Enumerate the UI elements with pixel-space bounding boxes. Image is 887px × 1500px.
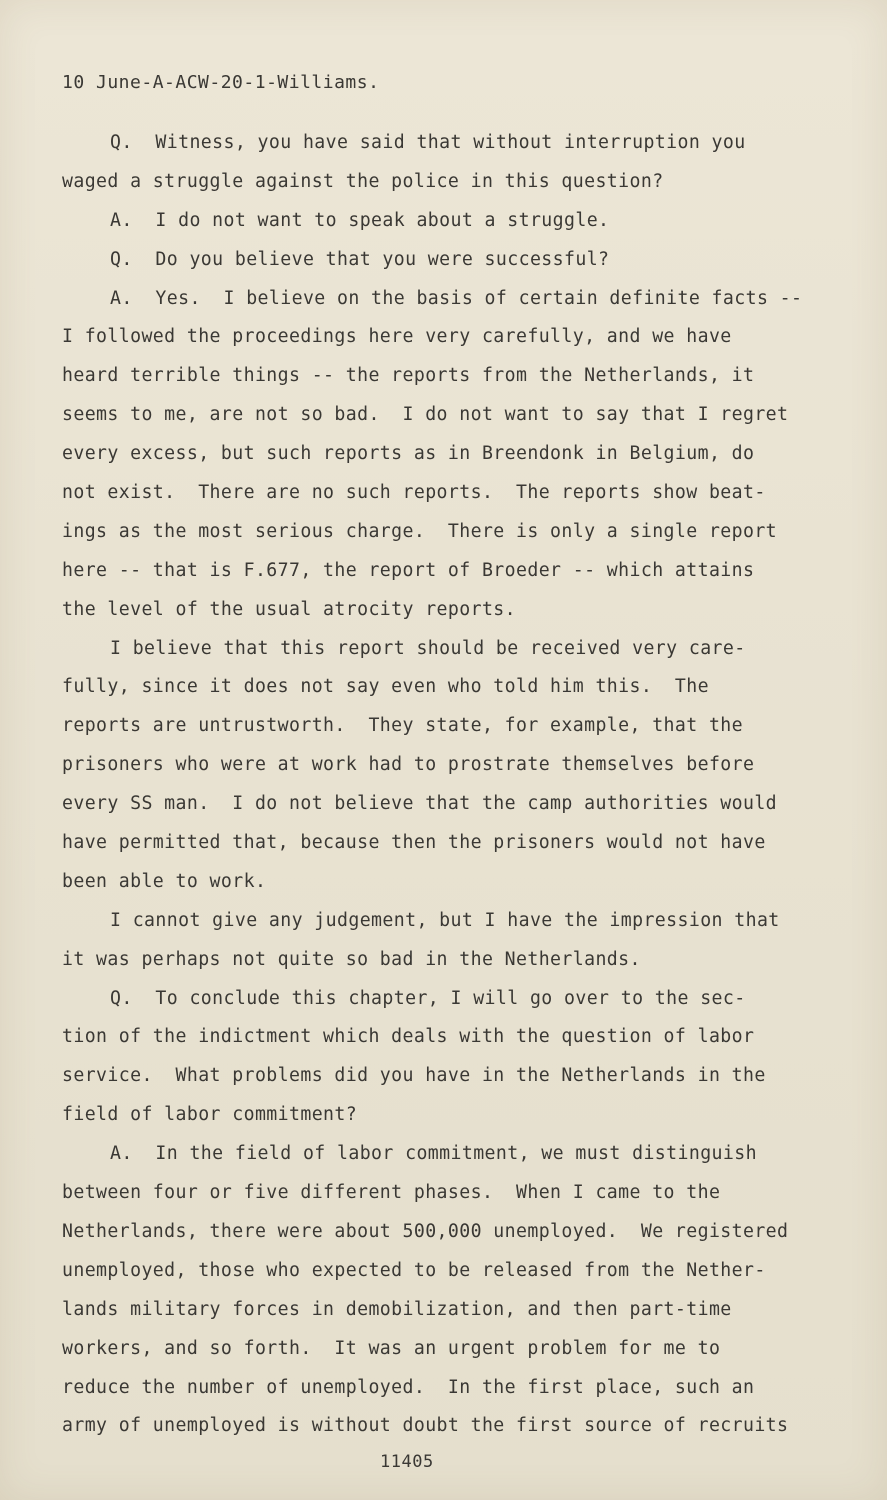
transcript-line: been able to work. bbox=[62, 870, 267, 892]
transcript-line: here -- that is F.677, the report of Broeder -- which attains bbox=[62, 559, 755, 581]
transcript-line: every SS man. I do not believe that the camp authorities would bbox=[62, 793, 778, 815]
transcript-body bbox=[62, 124, 822, 1446]
document-header: 10 June-A-ACW-20-1-Williams. bbox=[62, 72, 380, 93]
transcript-line: service. What problems did you have in the Netherlands in the bbox=[62, 1065, 766, 1087]
transcript-line: A. Yes. I believe on the basis of certain definite facts -- bbox=[110, 287, 803, 309]
transcript-line: the level of the usual atrocity reports. bbox=[62, 598, 516, 620]
transcript-line: reduce the number of unemployed. In the first place, such an bbox=[62, 1376, 755, 1398]
page-number: 11405 bbox=[380, 1452, 434, 1472]
transcript-line: A. In the field of labor commitment, we must distinguish bbox=[110, 1143, 757, 1165]
transcript-line: every excess, but such reports as in Breendonk in Belgium, do bbox=[62, 443, 755, 465]
transcript-line: lands military forces in demobilization, and then part-time bbox=[62, 1298, 732, 1320]
transcript-line: field of labor commitment? bbox=[62, 1104, 358, 1126]
transcript-line: have permitted that, because then the prisoners would not have bbox=[62, 832, 766, 854]
transcript-line: Q. Witness, you have said that without interruption you bbox=[110, 132, 746, 153]
transcript-line: I cannot give any judgement, but I have the impression that bbox=[110, 909, 780, 931]
transcript-line: reports are untrustworth. They state, for example, that the bbox=[62, 715, 743, 737]
transcript-line: Netherlands, there were about 500,000 unemployed. We registered bbox=[62, 1220, 789, 1242]
transcript-line: workers, and so forth. It was an urgent problem for me to bbox=[62, 1337, 721, 1359]
transcript-line: Q. To conclude this chapter, I will go over to the sec- bbox=[110, 987, 746, 1009]
transcript-line: A. I do not want to speak about a struggle. bbox=[110, 209, 610, 231]
transcript-line: not exist. There are no such reports. The reports show beat- bbox=[62, 482, 766, 504]
transcript-line: tion of the indictment which deals with the question of labor bbox=[62, 1026, 755, 1048]
transcript-line: it was perhaps not quite so bad in the Netherlands. bbox=[62, 948, 641, 970]
transcript-line: army of unemployed is without doubt the first source of recruits bbox=[62, 1415, 789, 1437]
transcript-line: waged a struggle against the police in this question? bbox=[62, 170, 664, 192]
transcript-line: Q. Do you believe that you were successful? bbox=[110, 248, 610, 270]
transcript-line: heard terrible things -- the reports from the Netherlands, it bbox=[62, 365, 755, 387]
transcript-line: prisoners who were at work had to prostrate themselves before bbox=[62, 754, 755, 776]
transcript-line: between four or five different phases. When I came to the bbox=[62, 1182, 721, 1204]
transcript-line: I believe that this report should be received very care- bbox=[110, 637, 746, 659]
transcript-line: ings as the most serious charge. There is only a single report bbox=[62, 520, 778, 542]
transcript-line: fully, since it does not say even who told him this. The bbox=[62, 676, 709, 698]
transcript-line: unemployed, those who expected to be released from the Nether- bbox=[62, 1259, 766, 1281]
transcript-line: I followed the proceedings here very carefully, and we have bbox=[62, 326, 732, 348]
transcript-line: seems to me, are not so bad. I do not want to say that I regret bbox=[62, 404, 789, 426]
